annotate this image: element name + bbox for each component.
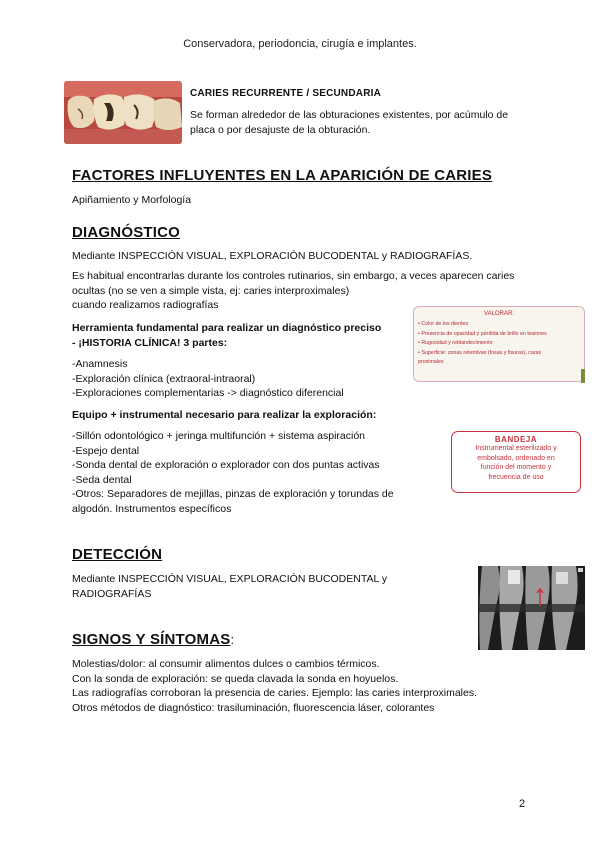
habitual-line: ocultas (no se ven a simple vista, ej: caries interproximales) [72, 284, 350, 297]
historia-clinica-line: - ¡HISTORIA CLÍNICA! 3 partes: [72, 336, 228, 349]
deteccion-text [72, 572, 387, 601]
equipo-list [72, 429, 394, 516]
page-number: 2 [519, 798, 526, 810]
historia-partes [72, 357, 344, 401]
parte-item: -Exploraciones complementarias -> diagnóstico diferencial [72, 387, 344, 399]
deteccion-line: Mediante INSPECCIÓN VISUAL, EXPLORACIÓN BUCODENTAL y [72, 573, 388, 585]
valorar-box [413, 306, 585, 382]
recurrent-caries-title: CARIES RECURRENTE / SECUNDARIA [190, 88, 382, 99]
valorar-list [418, 320, 547, 368]
valorar-item: • Color de los dientes [418, 321, 469, 327]
habitual-line: cuando realizamos radiografías [72, 299, 219, 311]
recurrent-caries-text: Se forman alrededor de las obturaciones existentes, por acúmulo de placa o por desajuste de la obturación. [190, 109, 509, 136]
habitual-line: Es habitual encontrarlas durante los controles rutinarios, sin embargo, a veces aparecen caries [72, 270, 515, 282]
diagnostico-intro: Mediante INSPECCIÓN VISUAL, EXPLORACIÓN BUCODENTAL y RADIOGRAFÍAS. [72, 250, 473, 262]
recurrent-caries-photo [64, 81, 182, 144]
parte-item: -Anamnesis [72, 358, 128, 370]
valorar-item: proximales [418, 359, 444, 365]
bandeja-line: Instrumental esterilizado y [475, 445, 557, 452]
factores-text: Apiñamiento y Morfología [72, 194, 192, 206]
signos-line: Las radiografías corroboran la presencia de caries. Ejemplo: las caries interproximales. [72, 687, 478, 699]
valorar-item: • Rugosidad y reblandecimiento [418, 340, 493, 346]
equipo-title: Equipo + instrumental necesario para realizar la exploración: [72, 409, 377, 421]
valorar-item: • Presencia de opacidad y pérdida de brillo en lesiones [418, 330, 547, 337]
equipo-item: algodón. Instrumentos específicos [72, 502, 232, 515]
bandeja-line: embolsado, ordenado en [477, 454, 555, 462]
factores-heading: FACTORES INFLUYENTES EN LA APARICIÓN DE CARIES [72, 167, 493, 184]
valorar-item: • Superficie: zonas retentivas (fosas y fisuras), caras [418, 349, 542, 356]
signos-line: Otros métodos de diagnóstico: trasiluminación, fluorescencia láser, colorantes [72, 701, 435, 714]
equipo-item: -Otros: Separadores de mejillas, pinzas de exploración y torundas de [72, 488, 394, 500]
herramienta-line: Herramienta fundamental para realizar un diagnóstico preciso [72, 322, 382, 334]
signos-list [72, 657, 477, 715]
equipo-item: -Sonda dental de exploración o explorador con dos puntas activas [72, 459, 380, 471]
diagnostico-heading: DIAGNÓSTICO [72, 224, 181, 241]
deteccion-line: RADIOGRAFÍAS [72, 587, 152, 600]
valorar-accent-bar [581, 369, 585, 383]
deteccion-heading: DETECCIÓN [72, 546, 163, 563]
page-header: Conservadora, periodoncia, cirugía e implantes. [183, 38, 417, 50]
herramienta-block [72, 321, 381, 350]
equipo-item: -Espejo dental [72, 444, 140, 457]
bandeja-box [451, 431, 581, 493]
signos-line: Molestias/dolor: al consumir alimentos dulces o cambios térmicos. [72, 658, 380, 670]
valorar-title: VALORAR: [484, 311, 514, 317]
parte-item: -Exploración clínica (extraoral-intraoral) [72, 372, 256, 385]
equipo-item: -Seda dental [72, 473, 132, 486]
bandeja-line: función del momento y [480, 464, 552, 471]
equipo-item: -Sillón odontológico + jeringa multifunción + sistema aspiración [72, 430, 365, 442]
signos-heading-wrap [72, 631, 234, 649]
bandeja-line: frecuencia de uso [488, 473, 544, 481]
bandeja-title: BANDEJA [494, 435, 538, 444]
radiograph-image [478, 566, 585, 650]
signos-line: Con la sonda de exploración: se queda clavada la sonda en hoyuelos. [72, 672, 399, 685]
signos-colon: : [230, 632, 235, 647]
signos-heading: SIGNOS Y SÍNTOMAS [72, 631, 231, 648]
